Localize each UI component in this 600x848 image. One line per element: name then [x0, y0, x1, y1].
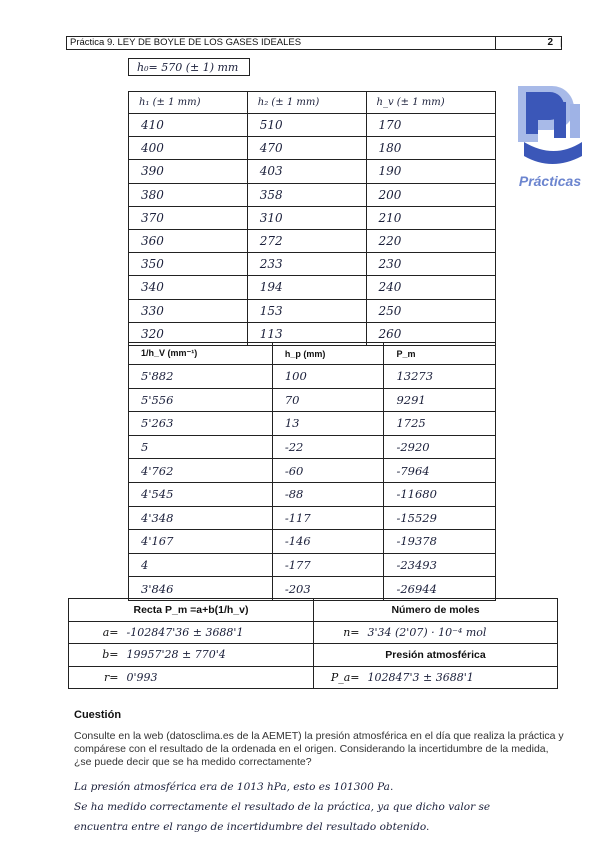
- hv-cell: 210: [366, 206, 496, 229]
- header-separator: |: [560, 37, 563, 48]
- table-row: [129, 183, 496, 206]
- recta-header: Recta P_m =a+b(1/h_v): [69, 599, 314, 622]
- hp-cell: -177: [272, 553, 384, 577]
- pm-cell: 13273: [384, 365, 496, 389]
- col-pm-header: P_m: [384, 343, 496, 365]
- hv-cell: 170: [366, 114, 496, 137]
- table-header-row: [129, 92, 496, 114]
- h2-cell: 403: [247, 160, 366, 183]
- table-row: [129, 577, 496, 601]
- table-row: [129, 459, 496, 483]
- r-label: r=: [69, 666, 121, 689]
- hp-cell: 70: [272, 388, 384, 412]
- hv-cell: 200: [366, 183, 496, 206]
- table-row: [129, 137, 496, 160]
- hp-cell: 13: [272, 412, 384, 436]
- moles-header: Número de moles: [314, 599, 558, 622]
- cuestion-title: Cuestión: [74, 709, 122, 721]
- h2-cell: 113: [247, 322, 366, 345]
- h1-cell: 350: [129, 253, 248, 276]
- hv-cell: 180: [366, 137, 496, 160]
- table-row: [129, 276, 496, 299]
- inv-hv-cell: 4'348: [129, 506, 273, 530]
- cuestion-text: Consulte en la web (datosclima.es de la AEMET) la presión atmosférica en el día que realiza la práctica y compárese con el resultado de la ordenada en el origen. Considerando la incertidumbre de la medida, ¿se puede decir que se ha medido correctamente?: [74, 730, 564, 768]
- heights-table: [128, 91, 496, 346]
- h1-cell: 320: [129, 322, 248, 345]
- pm-cell: -2920: [384, 435, 496, 459]
- pa-label: P_a=: [314, 666, 362, 689]
- answer-line: Se ha medido correctamente el resultado de la práctica, ya que dicho valor se: [74, 801, 491, 813]
- hp-cell: -203: [272, 577, 384, 601]
- results-table: [68, 598, 558, 689]
- table-row: [129, 553, 496, 577]
- b-label: b=: [69, 644, 121, 667]
- page-header: [66, 36, 562, 50]
- h2-cell: 510: [247, 114, 366, 137]
- h0-value-box: h₀= 570 (± 1) mm: [128, 58, 250, 76]
- col-hv-header: h_v (± 1 mm): [366, 92, 496, 114]
- hp-cell: -117: [272, 506, 384, 530]
- table-row: [129, 482, 496, 506]
- h1-cell: 360: [129, 229, 248, 252]
- inv-hv-cell: 4'167: [129, 530, 273, 554]
- table-row: [129, 253, 496, 276]
- pm-cell: -19378: [384, 530, 496, 554]
- logo-text: Prácticas: [518, 173, 582, 189]
- answer-line: encuentra entre el rango de incertidumbre del resultado obtenido.: [74, 821, 430, 833]
- inv-hv-cell: 4'762: [129, 459, 273, 483]
- a-label: a=: [69, 621, 121, 644]
- hp-cell: -60: [272, 459, 384, 483]
- h2-cell: 310: [247, 206, 366, 229]
- pm-cell: -7964: [384, 459, 496, 483]
- h2-cell: 358: [247, 183, 366, 206]
- page-number: 2: [547, 37, 553, 48]
- h1-cell: 370: [129, 206, 248, 229]
- pa-value: 102847'3 ± 3688'1: [362, 666, 558, 689]
- answer-line: La presión atmosférica era de 1013 hPa, esto es 101300 Pa.: [74, 781, 394, 793]
- table-row: [129, 506, 496, 530]
- hp-cell: -22: [272, 435, 384, 459]
- practicas-logo: [510, 82, 590, 192]
- h1-cell: 390: [129, 160, 248, 183]
- table-row: [129, 435, 496, 459]
- inv-hv-cell: 4: [129, 553, 273, 577]
- r-value: 0'993: [121, 666, 314, 689]
- table-row: [129, 388, 496, 412]
- hv-cell: 220: [366, 229, 496, 252]
- h2-cell: 233: [247, 253, 366, 276]
- inv-hv-cell: 4'545: [129, 482, 273, 506]
- practicas-logo-icon: [510, 82, 590, 192]
- inv-hv-cell: 5'263: [129, 412, 273, 436]
- pm-cell: -23493: [384, 553, 496, 577]
- hp-cell: 100: [272, 365, 384, 389]
- hv-cell: 230: [366, 253, 496, 276]
- inv-hv-cell: 5: [129, 435, 273, 459]
- hp-cell: -88: [272, 482, 384, 506]
- h1-cell: 410: [129, 114, 248, 137]
- inv-hv-cell: 5'556: [129, 388, 273, 412]
- pm-cell: -15529: [384, 506, 496, 530]
- hv-cell: 260: [366, 322, 496, 345]
- hv-cell: 190: [366, 160, 496, 183]
- pm-cell: 9291: [384, 388, 496, 412]
- header-divider: [495, 37, 496, 49]
- table-row: [129, 160, 496, 183]
- n-value: 3'34 (2'07) · 10⁻⁴ mol: [362, 621, 558, 644]
- inv-hv-cell: 3'846: [129, 577, 273, 601]
- h2-cell: 194: [247, 276, 366, 299]
- table-row: [129, 412, 496, 436]
- col-h1-header: h₁ (± 1 mm): [129, 92, 248, 114]
- h1-cell: 380: [129, 183, 248, 206]
- h1-cell: 400: [129, 137, 248, 160]
- answer-block: [74, 777, 569, 837]
- table-row: [129, 365, 496, 389]
- table-row: [129, 530, 496, 554]
- h1-cell: 340: [129, 276, 248, 299]
- hv-cell: 250: [366, 299, 496, 322]
- pressure-table: [128, 342, 496, 601]
- hv-cell: 240: [366, 276, 496, 299]
- col-h2-header: h₂ (± 1 mm): [247, 92, 366, 114]
- col-inv-hv-header: 1/h_V (mm⁻¹): [129, 343, 273, 365]
- presion-header: Presión atmosférica: [314, 644, 558, 667]
- h2-cell: 272: [247, 229, 366, 252]
- table-row: [129, 229, 496, 252]
- hp-cell: -146: [272, 530, 384, 554]
- inv-hv-cell: 5'882: [129, 365, 273, 389]
- h2-cell: 470: [247, 137, 366, 160]
- h2-cell: 153: [247, 299, 366, 322]
- table-header-row: [129, 343, 496, 365]
- a-value: -102847'36 ± 3688'1: [121, 621, 314, 644]
- pm-cell: -11680: [384, 482, 496, 506]
- pm-cell: 1725: [384, 412, 496, 436]
- b-value: 19957'28 ± 770'4: [121, 644, 314, 667]
- col-hp-header: h_p (mm): [272, 343, 384, 365]
- n-label: n=: [314, 621, 362, 644]
- h1-cell: 330: [129, 299, 248, 322]
- table-row: [129, 206, 496, 229]
- practice-title: Práctica 9. LEY DE BOYLE DE LOS GASES IDEALES: [70, 37, 302, 48]
- table-row: [129, 299, 496, 322]
- pm-cell: -26944: [384, 577, 496, 601]
- table-row: [129, 114, 496, 137]
